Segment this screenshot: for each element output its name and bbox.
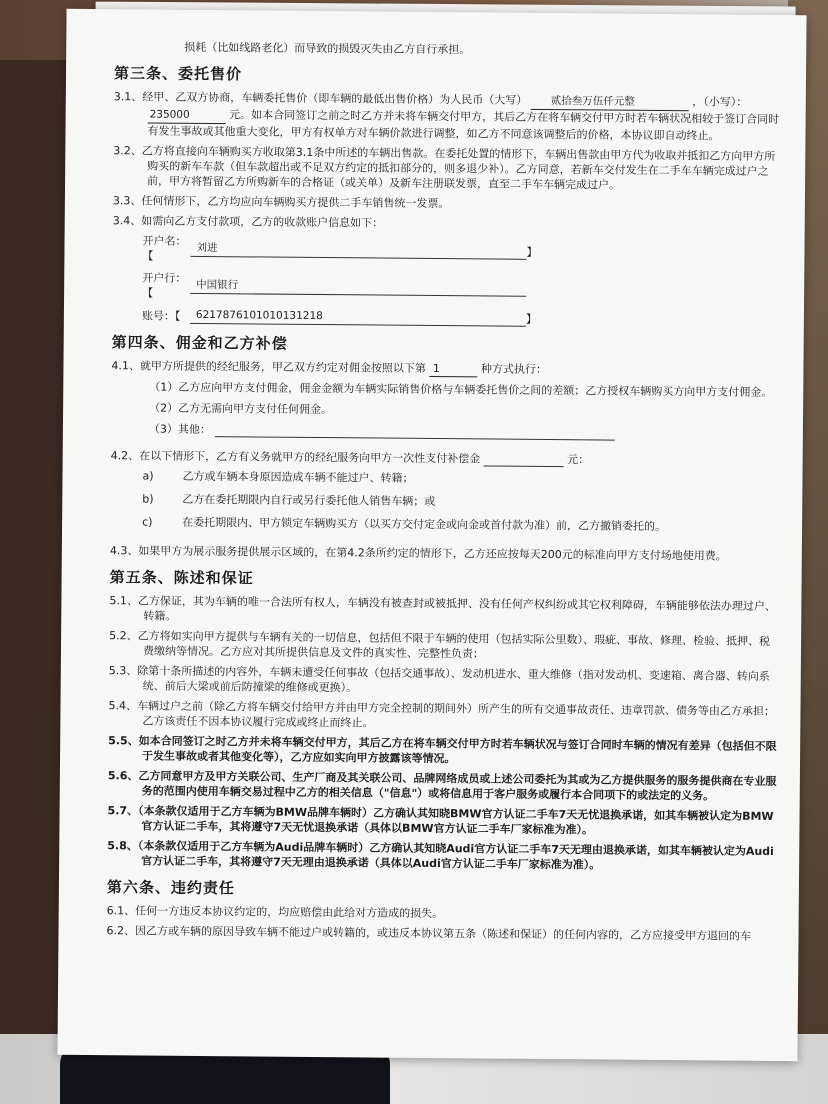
- clause-6-1: 6.1、任何一方违反本协议约定的，均应赔偿由此给对方造成的损失。: [106, 904, 444, 921]
- section-4-title: 第四条、佣金和乙方补偿: [111, 333, 288, 353]
- clause-3-2: 3.2、乙方将直接向车辆购买方收取第3.1条中所述的车辆出售款。在委托处置的情形下，车辆出售款由甲方代为收取并抵扣乙方向甲方所购买的新车车款（但车款超出或不足双方约定的抵扣部分的，则多退少补）。乙方同意，若新车交付发生在二手车车辆完成过户之前，甲方将暂留乙方所购新车的合格证（或关单）及新车注册联发票，直至二手车车辆完成过户。: [113, 144, 776, 192]
- clause-4-1: 4.1、就甲方所提供的经纪服务，甲乙双方约定对佣金按照以下第 1 种方式执行：: [111, 359, 548, 376]
- carry-over-line: 损耗（比如线路老化）而导致的损毁灭失由乙方自行承担。: [184, 40, 471, 57]
- clause-5-1: 5.1、乙方保证，其为车辆的唯一合法所有权人，车辆没有被查封或被抵押、没有任何产权纠纷或其它权利障碍，车辆能够依法办理过户、转籍。: [109, 594, 776, 623]
- commission-option-1: （1）乙方应向甲方支付佣金，佣金金额为车辆实际销售价格与车辆委托售价之间的差额；乙方授权车辆购买方向甲方支付佣金。: [149, 380, 773, 399]
- commission-option-2: （2）乙方无需向甲方支付任何佣金。: [149, 401, 333, 417]
- account-bank-row: 开户行：【 中国银行: [142, 270, 782, 306]
- section-3-title: 第三条、委托售价: [113, 64, 243, 84]
- clause-4-2-b: b) 乙方在委托期限内自行或另行委托他人销售车辆；或: [142, 492, 436, 509]
- clause-5-5: 5.5、如本合同签订之时乙方并未将车辆交付甲方，其后乙方在将车辆交付甲方时若车辆状况与签订合同时车辆的情况有差异（包括但不限于发生事故或者其他变化等），乙方应如实向甲方披露该等情况。: [108, 734, 777, 766]
- clause-3-4: 3.4、如需向乙方支付款项，乙方的收款账户信息如下：: [112, 214, 384, 230]
- clause-5-6: 5.6、乙方同意甲方及甲方关联公司、生产厂商及其关联公司、品牌网络成员或上述公司委托为其或为乙方提供服务的服务提供商在专业服务的范围内使用车辆交易过程中乙方的相关信息（"信息"）或将信息用于客户服务或履行本合同项下的或法定的义务。: [107, 769, 777, 803]
- commission-option-3: （3）其他：: [149, 422, 781, 443]
- section-6-title: 第六条、违约责任: [106, 878, 236, 898]
- account-number: 6217876101010131218: [190, 308, 526, 327]
- other-blank-line: [214, 436, 614, 440]
- clause-5-8: 5.8、（本条款仅适用于乙方车辆为Audi品牌车辆时）乙方确认其知晓Audi官方认证二手车7天无理由退换承诺，如其车辆被认定为Audi官方认证二手车，其将遵守7天无理由退换承诺（具体以Audi官方认证二手车厂家标准为准）。: [107, 839, 774, 872]
- commission-option-number: 1: [429, 361, 477, 377]
- account-bank: 中国银行: [190, 278, 526, 297]
- account-name: 刘进: [190, 241, 526, 260]
- clause-4-2-a: a) 乙方或车辆本身原因造成车辆不能过户、转籍；: [142, 469, 414, 485]
- clause-5-3: 5.3、除第十条所描述的内容外，车辆未遭受任何事故（包括交通事故）、发动机进水、重大维修（指对发动机、变速箱、离合器、转向系统、前后大梁或前后防撞梁的维修或更换）。: [108, 664, 770, 695]
- compensation-blank: [484, 465, 564, 467]
- clause-5-4: 5.4、车辆过户之前（除乙方将车辆交付给甲方并由甲方完全控制的期间外）所产生的所有交通事故责任、违章罚款、债务等由乙方承担；乙方该责任不因本协议履行完成或终止而终止。: [108, 699, 776, 730]
- clause-5-7: 5.7、（本条款仅适用于乙方车辆为BMW品牌车辆时）乙方确认其知晓BMW官方认证二手车7天无忧退换承诺，如其车辆被认定为BMW官方认证二手车，其将遵守7天无忧退换承诺（具体以BMW官方认证二手车厂家标准为准）。: [107, 804, 774, 837]
- price-in-words: 贰拾叁万伍仟元整: [531, 94, 689, 111]
- contract-page: [57, 9, 806, 1061]
- clause-5-2: 5.2、乙方将如实向甲方提供与车辆有关的一切信息，包括但不限于车辆的使用（包括实际公里数）、瑕疵、事故、修理、检验、抵押、税费缴纳等情况。乙方应对其所提供信息及文件的真实性、完整性负责；: [109, 629, 771, 661]
- clause-3-1: 3.1、经甲、乙双方协商，车辆委托售价（即车辆的最低出售价格）为人民币（大写） 贰拾叁万伍仟元整 ，（小写）： 235000 元。如本合同签订之前之时乙方并未将车辆交付甲方，其后乙方在将车辆交付甲方时若车辆状况相较于签订合同时有发生事故或其他重大变化，甲方有权单方对车辆价款进行调整，如乙方不同意该调整后的价格，本协议即自动终止。: [113, 90, 780, 143]
- clause-3-3: 3.3、任何情形下，乙方均应向车辆购买方提供二手车销售统一发票。: [112, 194, 450, 211]
- account-name-row: 开户名：【 刘进 】: [142, 234, 538, 263]
- clause-4-2: 4.2、在以下情形下，乙方有义务就甲方的经纪服务向甲方一次性支付补偿金 元：: [110, 449, 590, 467]
- clause-4-2-c: c) 在委托期限内、甲方锁定车辆购买方（以买方交付定金或向金或首付款为准）前，乙方撤销委托的。: [142, 515, 667, 534]
- account-number-row: 账号：【 6217876101010131218 】: [141, 308, 537, 326]
- clause-6-2: 6.2、因乙方或车辆的原因导致车辆不能过户或转籍的，或违反本协议第五条（陈述和保证）的任何内容的，乙方应接受甲方退回的车: [106, 924, 752, 943]
- section-5-title: 第五条、陈述和保证: [109, 568, 254, 588]
- contract-content: [106, 39, 784, 949]
- price-in-figures: 235000: [148, 108, 226, 125]
- clause-4-3: 4.3、如果甲方为展示服务提供展示区域的，在第4.2条所约定的情形下，乙方还应按每天200元的标准向甲方支付场地使用费。: [109, 544, 727, 563]
